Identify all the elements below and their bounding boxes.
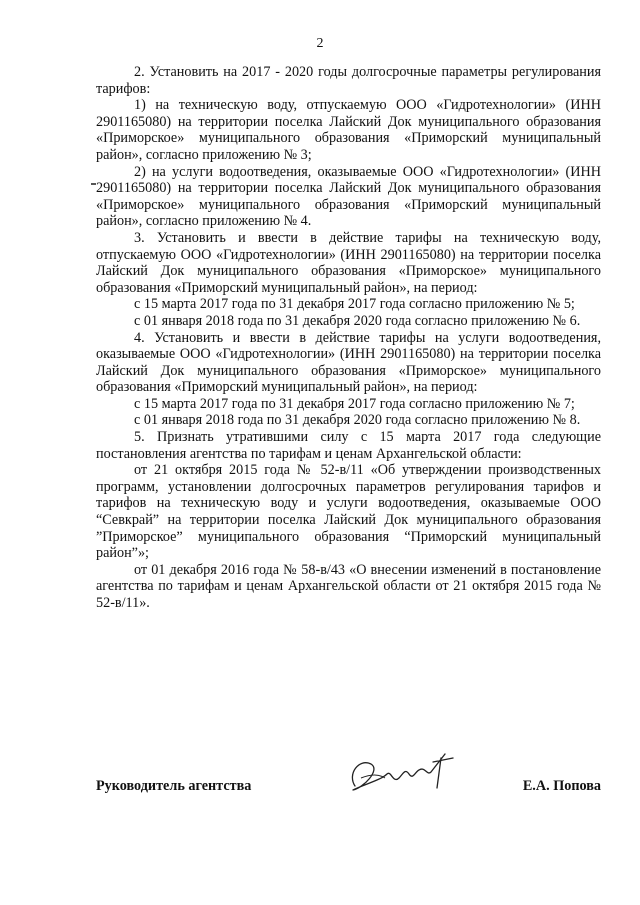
- document-body: [96, 64, 601, 612]
- signature-block: [96, 772, 601, 822]
- paragraph-2: 1) на техническую воду, отпускаемую ООО «Гидротехнологии» (ИНН 2901165080) на территории поселка Лайский Док муниципального образования «Приморское» муниципального образования «Приморский муниципальный район», согласно приложению № 3;: [96, 97, 601, 163]
- paragraph-7: 4. Установить и ввести в действие тарифы на услуги водоотведения, оказываемые ООО «Гидротехнологии» (ИНН 2901165080) на территории поселка Лайский Док муниципального образования «Приморское» муниципального образования «Приморский муниципальный район», на период:: [96, 329, 601, 396]
- paragraph-1: 2. Установить на 2017 - 2020 годы долгосрочные параметры регулирования тарифов:: [96, 64, 601, 97]
- paragraph-10: 5. Признать утратившими силу с 15 марта 2017 года следующие постановления агентства по тарифам и ценам Архангельской области:: [96, 429, 601, 462]
- paragraph-5: с 15 марта 2017 года по 31 декабря 2017 года согласно приложению № 5;: [134, 296, 575, 313]
- paragraph-8: с 15 марта 2017 года по 31 декабря 2017 года согласно приложению № 7;: [134, 395, 575, 412]
- page-number: 2: [316, 36, 324, 51]
- handwritten-signature: [341, 744, 461, 804]
- paragraph-6: с 01 января 2018 года по 31 декабря 2020 года согласно приложению № 6.: [134, 312, 581, 329]
- paragraph-4: 3. Установить и ввести в действие тарифы на техническую воду, отпускаемую ООО «Гидротехнологии» (ИНН 2901165080) на территории поселка Лайский Док муниципального образования «Приморское» муниципального образования «Приморский муниципальный район», на период:: [96, 229, 601, 296]
- paragraph-3: 2) на услуги водоотведения, оказываемые ООО «Гидротехнологии» (ИНН 2901165080) на территории поселка Лайский Док муниципального образования «Приморское» муниципального образования «Приморский муниципальный район», согласно приложению № 4.: [96, 163, 601, 230]
- signer-role: Руководитель агентства: [96, 778, 252, 794]
- paragraph-11: от 21 октября 2015 года № 52-в/11 «Об утверждении производственных программ, установлении долгосрочных параметров регулирования тарифов и тарифов на техническую воду и услуги водоотведения, оказываемые ООО “Севкрай” на территории поселка Лайский Док муниципального образования ”Приморское” муниципального образования “Приморский муниципальный район”»;: [96, 462, 601, 562]
- signer-name: Е.А. Попова: [522, 778, 601, 794]
- paragraph-12: от 01 декабря 2016 года № 58-в/43 «О внесении изменений в постановление агентства по тарифам и ценам Архангельской области от 21 октября 2015 года № 52-в/11».: [96, 561, 601, 611]
- paragraph-9: с 01 января 2018 года по 31 декабря 2020 года согласно приложению № 8.: [134, 412, 581, 429]
